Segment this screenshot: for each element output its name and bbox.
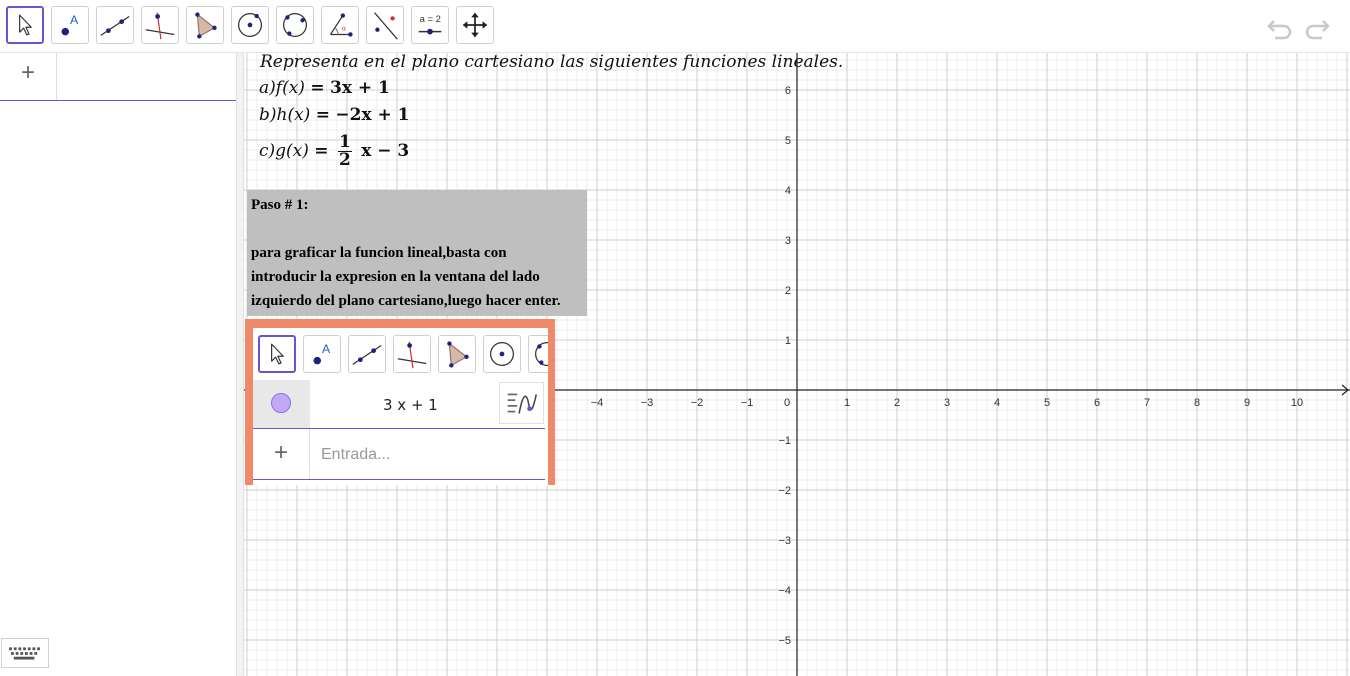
- fn-b-expr: −2x + 1: [335, 105, 410, 125]
- y-tick-label: 3: [784, 235, 791, 247]
- algebra-item-row[interactable]: [253, 380, 545, 429]
- row-separator: [56, 53, 57, 100]
- x-tick-label: 9: [1243, 397, 1251, 409]
- add-icon[interactable]: +: [20, 59, 35, 86]
- y-tick-label: 1: [784, 335, 791, 347]
- perpendicular-line-icon: [142, 7, 178, 43]
- x-tick-label: −2: [690, 397, 704, 409]
- function-expression[interactable]: 3 x + 1: [383, 396, 438, 414]
- cursor-arrow-icon: [8, 8, 42, 42]
- x-tick-label: 5: [1043, 397, 1051, 409]
- algebra-input-row[interactable]: [0, 53, 236, 101]
- function-color-dot[interactable]: [271, 393, 291, 413]
- polygon-tool-button[interactable]: [186, 6, 224, 44]
- perpendicular-line-icon: [394, 336, 430, 372]
- svg-text:A: A: [70, 13, 79, 28]
- circle-three-points-tool-button[interactable]: [276, 6, 314, 44]
- slider-icon: [412, 7, 448, 43]
- applet-polygon-tool-button[interactable]: [438, 335, 476, 373]
- applet-perpendicular-tool-button[interactable]: [393, 335, 431, 373]
- x-tick-label: 3: [943, 397, 951, 409]
- point-tool-button[interactable]: [51, 6, 89, 44]
- fn-a-label: a): [259, 78, 276, 98]
- fn-c-tail: x − 3: [361, 141, 410, 161]
- point-icon: [52, 7, 88, 43]
- point-icon: [304, 336, 340, 372]
- move-arrows-icon: [457, 7, 493, 43]
- step-line-1: para graficar la funcion lineal,basta con: [251, 245, 507, 261]
- x-tick-label: 6: [1093, 397, 1101, 409]
- angle-tool-button[interactable]: [321, 6, 359, 44]
- circle-tool-button[interactable]: [231, 6, 269, 44]
- y-tick-label: 6: [784, 85, 791, 97]
- circle-three-points-icon: [277, 7, 313, 43]
- fn-a-eq: =: [310, 78, 325, 98]
- step-instructions-box: [247, 190, 587, 316]
- line-icon: [349, 336, 385, 372]
- fn-a-name: f(x): [275, 78, 305, 98]
- circle-center-icon: [484, 336, 520, 372]
- x-tick-label: 10: [1290, 397, 1304, 409]
- redo-icon: [1302, 12, 1332, 42]
- algebra-input[interactable]: [319, 442, 533, 468]
- applet-circle-tool-button[interactable]: [483, 335, 521, 373]
- reflect-line-icon: [367, 7, 403, 43]
- circle-center-icon: [232, 7, 268, 43]
- algebra-view: [0, 53, 236, 676]
- cursor-arrow-icon: [260, 337, 294, 371]
- move-graphics-tool-button[interactable]: [456, 6, 494, 44]
- function-c-text: [259, 134, 409, 169]
- keyboard-button[interactable]: [1, 638, 49, 668]
- svg-text:α: α: [341, 25, 346, 33]
- step-heading: Paso # 1:: [251, 197, 309, 213]
- applet-point-tool-button[interactable]: [303, 335, 341, 373]
- fn-c-label: c): [259, 141, 276, 161]
- fn-c-name: g(x): [275, 141, 309, 161]
- svg-text:A: A: [322, 342, 331, 357]
- panel-divider[interactable]: [236, 53, 244, 676]
- y-tick-label: −1: [778, 435, 791, 447]
- slider-tool-button[interactable]: [411, 6, 449, 44]
- add-icon[interactable]: +: [273, 439, 288, 466]
- keyboard-icon: [2, 639, 48, 667]
- fn-b-eq: =: [315, 105, 330, 125]
- applet-content: [253, 328, 548, 485]
- x-tick-label: −4: [590, 397, 604, 409]
- perpendicular-tool-button[interactable]: [141, 6, 179, 44]
- embedded-applet[interactable]: [245, 319, 555, 485]
- line-tool-button[interactable]: [96, 6, 134, 44]
- instructions-title: Representa en el plano cartesiano las siguientes funciones lineales.: [260, 52, 844, 72]
- move-tool-button[interactable]: [6, 6, 44, 44]
- x-tick-label: 1: [843, 397, 851, 409]
- circle-three-points-icon: [529, 336, 548, 372]
- y-tick-label: −3: [778, 535, 791, 547]
- fn-a-expr: 3x + 1: [330, 78, 390, 98]
- applet-line-tool-button[interactable]: [348, 335, 386, 373]
- graph-options-icon: [500, 383, 543, 423]
- fn-c-eq: =: [314, 141, 329, 161]
- y-tick-label: 4: [784, 185, 791, 197]
- y-tick-label: 2: [784, 285, 791, 297]
- polygon-icon: [187, 7, 223, 43]
- step-line-2: introducir la expresion en la ventana del lado: [251, 269, 540, 285]
- function-b-text: [259, 105, 410, 125]
- redo-button[interactable]: [1302, 12, 1332, 42]
- algebra-input-row[interactable]: [253, 429, 545, 480]
- function-a-text: [259, 78, 390, 98]
- y-tick-label: 5: [784, 135, 791, 147]
- undo-icon: [1265, 12, 1295, 42]
- x-tick-label: 8: [1193, 397, 1201, 409]
- line-icon: [97, 7, 133, 43]
- angle-icon: [322, 7, 358, 43]
- undo-button[interactable]: [1265, 12, 1295, 42]
- applet-circle-three-points-tool-button[interactable]: [528, 335, 548, 373]
- polygon-icon: [439, 336, 475, 372]
- input-marker: [253, 429, 310, 479]
- step-line-3: izquierdo del plano cartesiano,luego hacer enter.: [251, 293, 561, 309]
- reflect-tool-button[interactable]: [366, 6, 404, 44]
- y-tick-label: −5: [778, 635, 791, 647]
- visibility-toggle[interactable]: [253, 380, 310, 428]
- fn-c-den: 2: [338, 150, 351, 170]
- fn-c-fraction: [338, 134, 352, 169]
- x-tick-label: 7: [1143, 397, 1151, 409]
- slider-label: a = 2: [419, 14, 441, 26]
- applet-move-tool-button[interactable]: [258, 335, 296, 373]
- x-tick-label: 0: [783, 397, 791, 409]
- fn-c-num: 1: [338, 132, 351, 152]
- function-options-button[interactable]: [499, 382, 544, 424]
- fn-b-name: h(x): [276, 105, 311, 125]
- x-tick-label: −3: [640, 397, 654, 409]
- x-tick-label: −1: [740, 397, 754, 409]
- y-tick-label: −4: [778, 585, 791, 597]
- y-tick-label: −2: [778, 485, 791, 497]
- fn-b-label: b): [259, 105, 277, 125]
- x-tick-label: 4: [993, 397, 1001, 409]
- x-tick-label: 2: [893, 397, 901, 409]
- main-toolbar: [0, 0, 1350, 53]
